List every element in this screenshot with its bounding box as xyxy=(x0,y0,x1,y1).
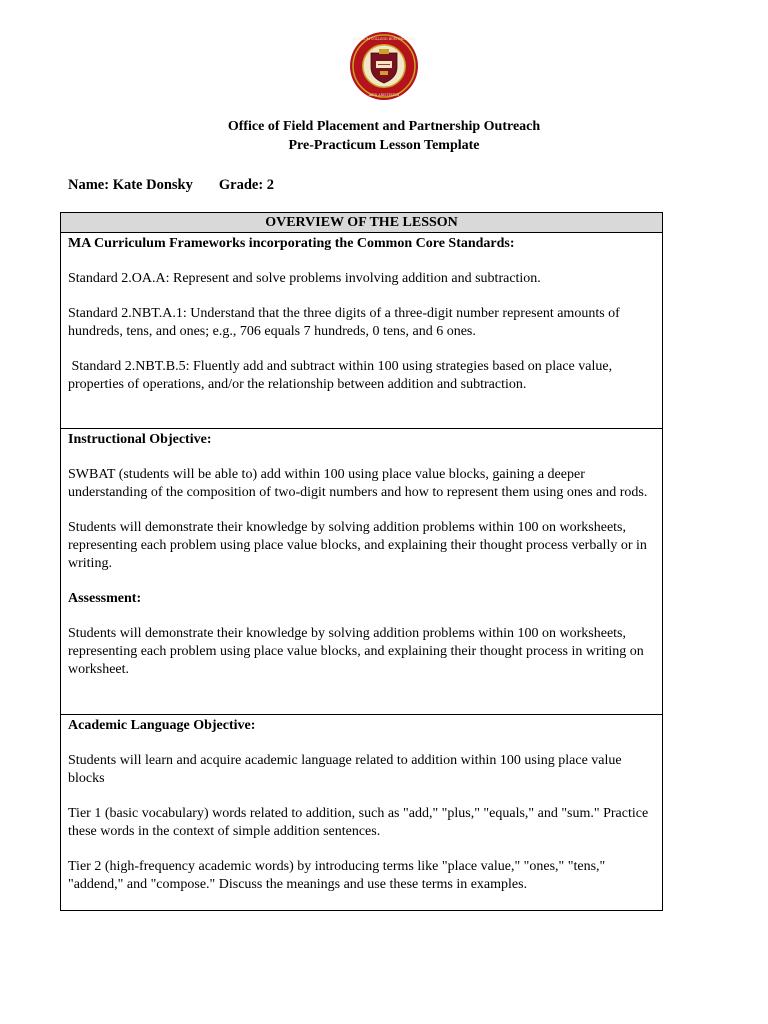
student-meta xyxy=(68,176,274,194)
standard-item: Standard 2.NBT.B.5: Fluently add and subtract within 100 using strategies based on place value, properties of operations, and/or the relationship between addition and subtraction. xyxy=(68,359,616,392)
objective-title: Instructional Objective: xyxy=(68,432,212,447)
seal-motto-top: SIGILLUM COLLEGII BOSTONIENSIS xyxy=(352,37,416,41)
office-title: Office of Field Placement and Partnership Outreach xyxy=(227,119,541,134)
lesson-overview-table xyxy=(60,212,663,911)
seal-motto-bottom: AIEN ARISTEYEIN xyxy=(368,93,400,97)
language-paragraph: Tier 1 (basic vocabulary) words related to addition, such as "add," "plus," "equals," and "sum." Practice these words in the context of simple addition sentences. xyxy=(68,806,649,839)
assessment-title: Assessment: xyxy=(68,591,142,606)
objective-cell xyxy=(61,429,663,715)
standard-item: Standard 2.OA.A: Represent and solve problems involving addition and subtraction. xyxy=(68,271,541,286)
standards-title: MA Curriculum Frameworks incorporating the Common Core Standards: xyxy=(68,236,515,251)
objective-paragraph: Students will demonstrate their knowledge by solving addition problems within 100 on worksheets, representing each problem using place value blocks, and explaining their thought process verbally or in writing. xyxy=(68,520,647,571)
standard-item: Standard 2.NBT.A.1: Understand that the three digits of a three-digit number represent amounts of hundreds, tens, and ones; e.g., 706 equals 7 hundreds, 0 tens, and 6 ones. xyxy=(68,306,620,339)
teacher-name: Name: Kate Donsky xyxy=(68,177,193,193)
grade-level: Grade: 2 xyxy=(218,177,275,193)
college-seal-logo xyxy=(349,31,419,101)
language-title: Academic Language Objective: xyxy=(68,718,256,733)
standards-cell xyxy=(61,233,663,429)
language-cell xyxy=(61,715,663,911)
objective-paragraph: SWBAT (students will be able to) add within 100 using place value blocks, gaining a deeper understanding of the composition of two-digit numbers and how to represent them using ones and rods. xyxy=(68,467,648,500)
assessment-text: Students will demonstrate their knowledge by solving addition problems within 100 on worksheets, representing each problem using place value blocks, and explaining their thought process in writing on worksheet. xyxy=(68,626,644,677)
table-header: OVERVIEW OF THE LESSON xyxy=(61,213,663,233)
language-paragraph: Students will learn and acquire academic language related to addition within 100 using place value blocks xyxy=(68,753,622,786)
template-title: Pre-Practicum Lesson Template xyxy=(288,138,480,153)
language-paragraph: Tier 2 (high-frequency academic words) by introducing terms like "place value," "ones," "tens," "addend," and "compose." Discuss the meanings and use these terms in examples. xyxy=(68,859,606,892)
